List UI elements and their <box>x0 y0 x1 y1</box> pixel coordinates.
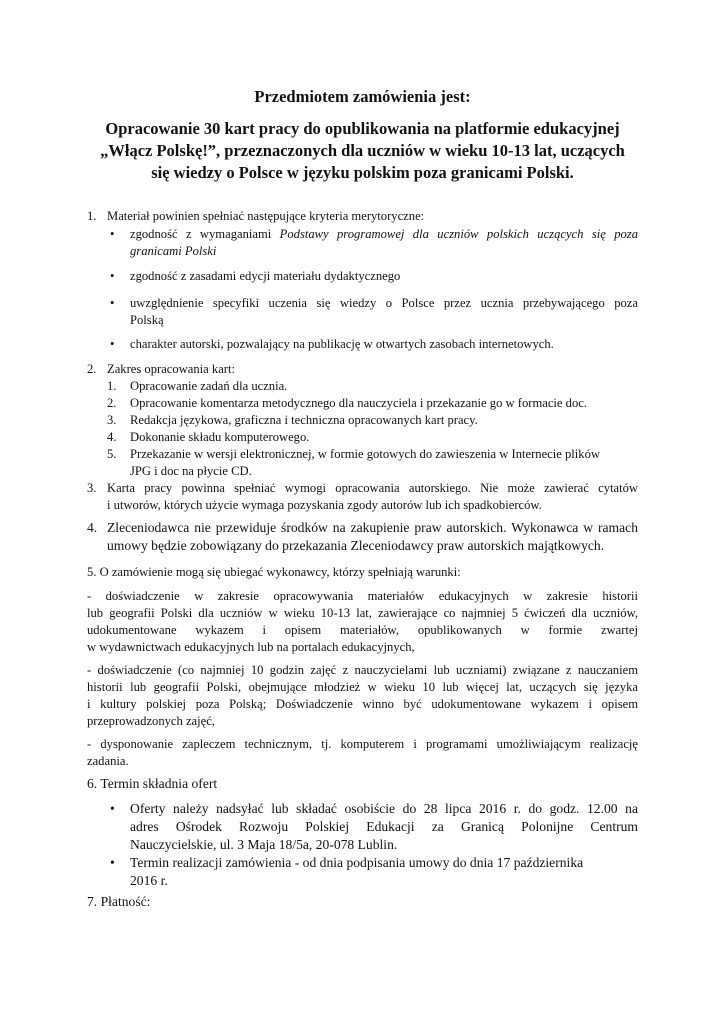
bullet-icon: • <box>110 801 115 816</box>
section6-bullet-1-line: adres Ośrodek Rozwoju Polskiej Edukacji za Granicą Polonijne Centrum <box>130 819 638 834</box>
list-item: Opracowanie komentarza metodycznego dla nauczyciela i przekazanie go w formacie doc. <box>130 396 587 410</box>
section6-bullet-2-line: 2016 r. <box>130 873 168 888</box>
list-item: Przekazanie w wersji elektronicznej, w formie gotowych do zawieszenia w Internecie plików <box>130 447 600 461</box>
list-item: Redakcja językowa, graficzna i techniczna opracowanych kart pracy. <box>130 413 478 427</box>
bullet-icon: • <box>110 269 115 283</box>
section3-number: 3. <box>87 481 97 495</box>
list-item: Dokonanie składu komputerowego. <box>130 430 310 444</box>
section5-p2-line: - doświadczenie (co najmniej 10 godzin zajęć z nauczycielami lub uczniami) związane z nauczaniem <box>87 663 638 677</box>
section1-bullet-4: charakter autorski, pozwalający na publikację w otwartych zasobach internetowych. <box>130 337 554 351</box>
list-item-number: 1. <box>107 379 117 393</box>
section6-bullet-1-line: Oferty należy nadsyłać lub składać osobiście do 28 lipca 2016 r. do godz. 12.00 na <box>130 801 638 816</box>
section4-line2: umowy będzie zobowiązany do przekazania Zleceniodawcy praw autorskich majątkowych. <box>107 538 605 553</box>
list-item-number: 4. <box>107 430 117 444</box>
section1-bullet-3-line2: Polską <box>130 313 164 327</box>
section3-line2: i utworów, których użycie wymaga pozyskania zgody autorów lub ich spadkobierców. <box>107 498 542 512</box>
section5-p2-line: historii lub geografii Polski, obejmujące młodzież w wieku 10 lub więcej lat, uczących się języka <box>87 680 638 694</box>
bullet-icon: • <box>110 227 115 241</box>
section5-heading: 5. O zamówienie mogą się ubiegać wykonawcy, którzy spełniają warunki: <box>87 565 461 579</box>
bullet-italic-text: granicami Polski <box>130 244 217 258</box>
list-item-number: 2. <box>107 396 117 410</box>
section5-p1-line: w wydawnictwach edukacyjnych lub na portalach edukacyjnych, <box>87 640 415 654</box>
section1-bullet-3: uwzględnienie specyfiki uczenia się wiedzy o Polsce przez ucznia przebywającego poza <box>130 296 638 310</box>
section1-bullet-2: zgodność z zasadami edycji materiału dydaktycznego <box>130 269 401 283</box>
list-item-line2: JPG i doc na płycie CD. <box>130 464 252 478</box>
section4-line1: Zleceniodawca nie przewiduje środków na zakupienie praw autorskich. Wykonawca w ramach <box>107 520 638 535</box>
section5-p2-line: i kultury polskiej poza Polską; Doświadczenie winno być udokumentowane wykazem i opisem <box>87 697 638 711</box>
bullet-italic-text: Podstawy programowej dla uczniów polskich uczących się poza <box>279 227 638 241</box>
bullet-icon: • <box>110 296 115 310</box>
section6-heading: 6. Termin składnia ofert <box>87 776 218 791</box>
section5-p2-line: przeprowadzonych zajęć, <box>87 714 215 728</box>
section4-number: 4. <box>87 520 98 535</box>
section3-line1: Karta pracy powinna spełniać wymogi opracowania autorskiego. Nie może zawierać cytatów <box>107 481 638 495</box>
list-item-number: 3. <box>107 413 117 427</box>
section1-bullet-1 <box>130 226 638 243</box>
bullet-text: zgodność z wymaganiami <box>130 227 272 241</box>
subtitle-line: Opracowanie 30 kart pracy do opublikowania na platformie edukacyjnej <box>105 119 620 138</box>
section5-p1-line: udokumentowane wykazem i opisem materiałów, opublikowanych w formie zwartej <box>87 623 638 637</box>
section1-number: 1. <box>87 209 97 223</box>
section5-p3-line: zadania. <box>87 754 129 768</box>
subtitle-line: „Włącz Polskę!”, przeznaczonych dla uczniów w wieku 10-13 lat, uczących <box>100 141 625 160</box>
section2-number: 2. <box>87 362 97 376</box>
section1-intro: Materiał powinien spełniać następujące kryteria merytoryczne: <box>107 209 425 223</box>
subtitle <box>40 118 685 184</box>
bullet-icon: • <box>110 337 115 351</box>
page-title: Przedmiotem zamówienia jest: <box>254 87 471 106</box>
section5-p1-line: - doświadczenie w zakresie opracowywania materiałów edukacyjnych w zakresie historii <box>87 589 638 603</box>
section6-bullet-2-line: Termin realizacji zamówienia - od dnia podpisania umowy do dnia 17 października <box>130 855 584 870</box>
subtitle-line: się wiedzy o Polsce w języku polskim poza granicami Polski. <box>151 163 574 182</box>
section5-p3-line: - dysponowanie zapleczem technicznym, tj. komputerem i programami umożliwiającym realizację <box>87 737 638 751</box>
section2-intro: Zakres opracowania kart: <box>107 362 235 376</box>
bullet-icon: • <box>110 855 115 870</box>
section1-bullet-1-line2 <box>130 243 216 260</box>
list-item: Opracowanie zadań dla ucznia. <box>130 379 288 393</box>
section5-p1-line: lub geografii Polski dla uczniów w wieku 10-13 lat, zawierające co najmniej 5 ćwiczeń dla uczniów, <box>87 606 638 620</box>
section6-bullet-1-line: Nauczycielskie, ul. 3 Maja 18/5a, 20-078 Lublin. <box>130 837 398 852</box>
section7-heading: 7. Płatność: <box>87 894 151 909</box>
list-item-number: 5. <box>107 447 117 461</box>
